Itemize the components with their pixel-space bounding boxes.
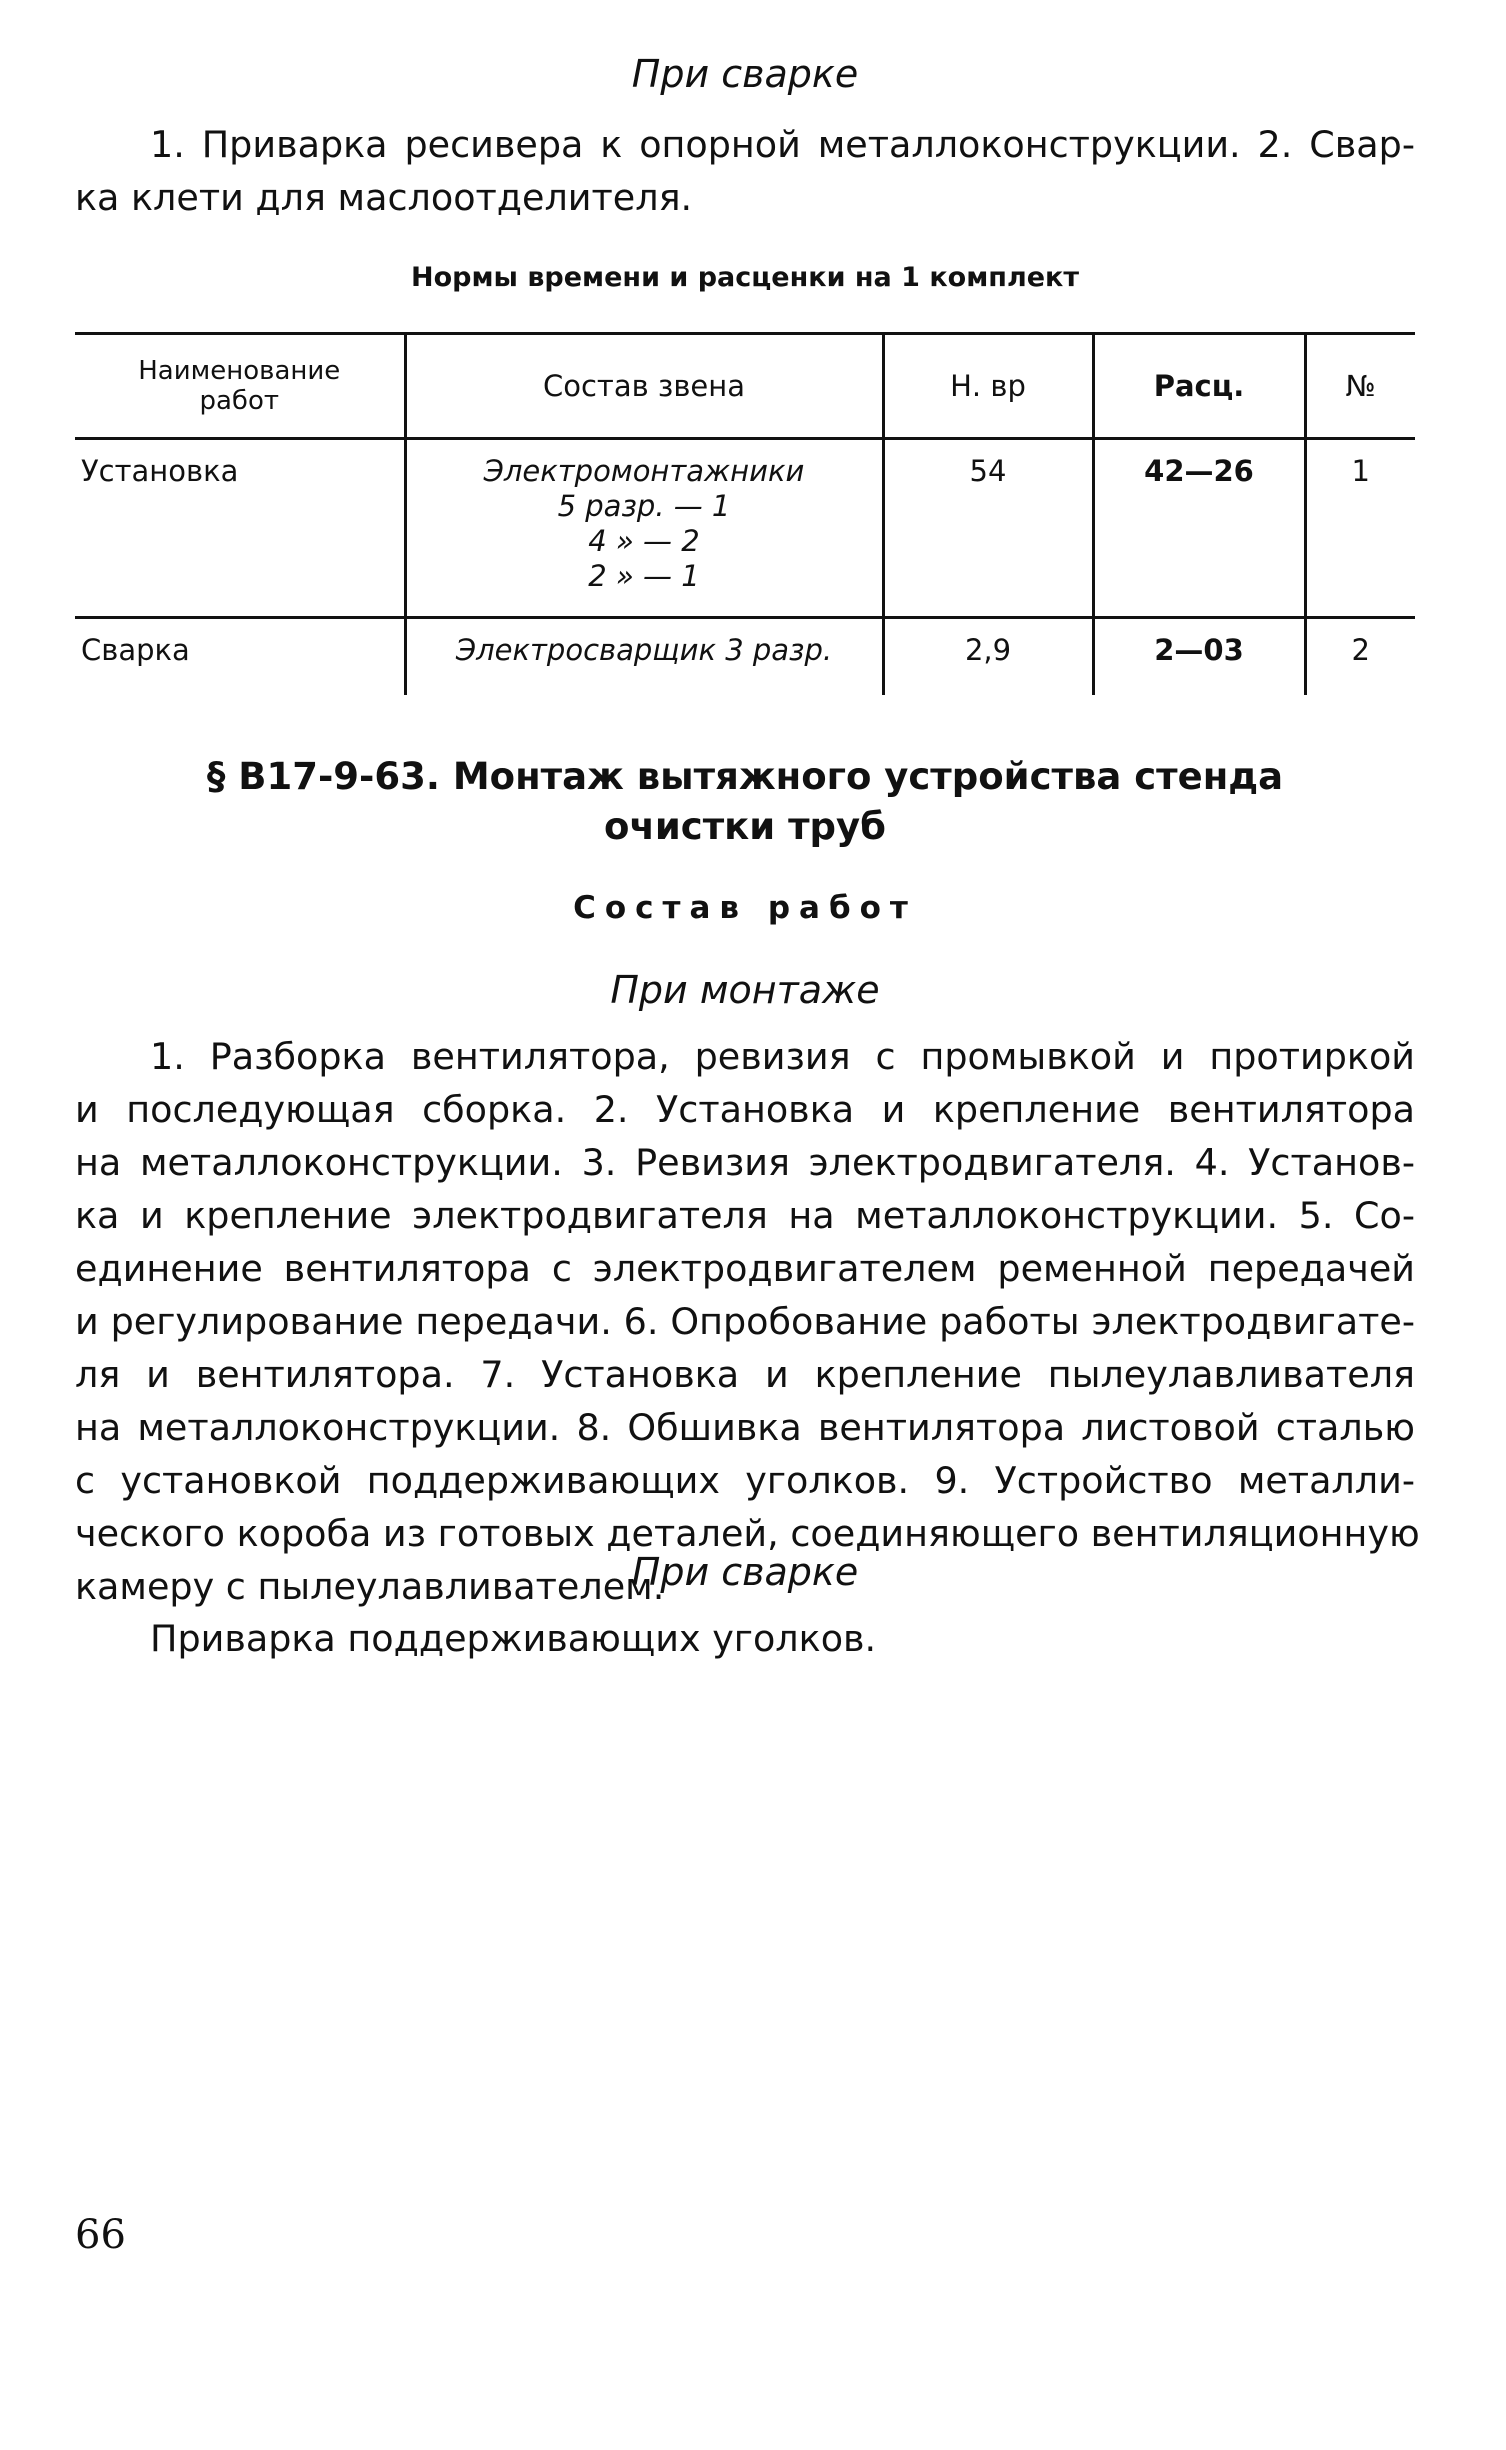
cell-work-name: Установка [81, 454, 239, 488]
cell-price: 42—26 [1093, 439, 1305, 618]
table-row [75, 618, 1415, 696]
welding-text [75, 1612, 1415, 1665]
norms-table [75, 332, 1415, 695]
text-line: камеру с пылеулавливателем. [75, 1565, 665, 1608]
table-row [75, 439, 1415, 618]
text-line: единение вентилятора с электродвигателем ременной передачей [75, 1247, 1415, 1290]
header-number: № [1305, 334, 1415, 439]
cell-number: 1 [1305, 439, 1415, 618]
text-line: на металлоконструкции. 3. Ревизия электродвигателя. 4. Установ- [75, 1141, 1415, 1184]
cell-crew: Электромонтажники 5 разр. — 1 4 » — 2 2 » — 1 [405, 439, 883, 618]
text-line: ческого короба из готовых деталей, соединяющего вентиляционную [75, 1512, 1420, 1555]
section-title: § В17-9-63. Монтаж вытяжного устройства стенда очистки труб [206, 755, 1284, 848]
text-line: 1. Приварка ресивера к опорной металлоконструкции. 2. Свар- [150, 123, 1415, 166]
text-line: Приварка поддерживающих уголков. [150, 1617, 877, 1660]
composition-label: Состав работ [573, 890, 917, 926]
cell-crew: Электросварщик 3 разр. [405, 618, 883, 696]
cell-time-norm: 54 [883, 439, 1093, 618]
welding-subheading-top: При сварке [631, 52, 859, 96]
mounting-text [75, 1030, 1420, 1613]
header-work-name: Наименование работ [138, 356, 341, 416]
welding-text-top [75, 118, 1415, 224]
table-caption: Нормы времени и расценки на 1 комплект [410, 262, 1080, 293]
text-line: с установкой поддерживающих уголков. 9. Устройство металли- [75, 1459, 1415, 1502]
welding-subheading: При сварке [631, 1550, 859, 1594]
header-price: Расц. [1093, 334, 1305, 439]
page-number: 66 [75, 2212, 126, 2258]
table-header-row [75, 334, 1415, 439]
mounting-subheading: При монтаже [610, 968, 880, 1012]
cell-time-norm: 2,9 [883, 618, 1093, 696]
document-page [75, 0, 1420, 2450]
text-line: ля и вентилятора. 7. Установка и крепление пылеулавливателя [75, 1353, 1415, 1396]
text-line: ка и крепление электродвигателя на металлоконструкции. 5. Со- [75, 1194, 1415, 1237]
cell-number: 2 [1305, 618, 1415, 696]
text-line: 1. Разборка вентилятора, ревизия с промывкой и протиркой [150, 1035, 1415, 1078]
text-line: и последующая сборка. 2. Установка и крепление вентилятора [75, 1088, 1415, 1131]
header-time-norm: Н. вр [883, 334, 1093, 439]
cell-price: 2—03 [1093, 618, 1305, 696]
cell-work-name: Сварка [81, 633, 190, 667]
text-line: на металлоконструкции. 8. Обшивка вентилятора листовой сталью [75, 1406, 1415, 1449]
text-line: и регулирование передачи. 6. Опробование работы электродвигате- [75, 1300, 1415, 1343]
header-crew: Состав звена [405, 334, 883, 439]
text-line: ка клети для маслоотделителя. [75, 176, 693, 219]
